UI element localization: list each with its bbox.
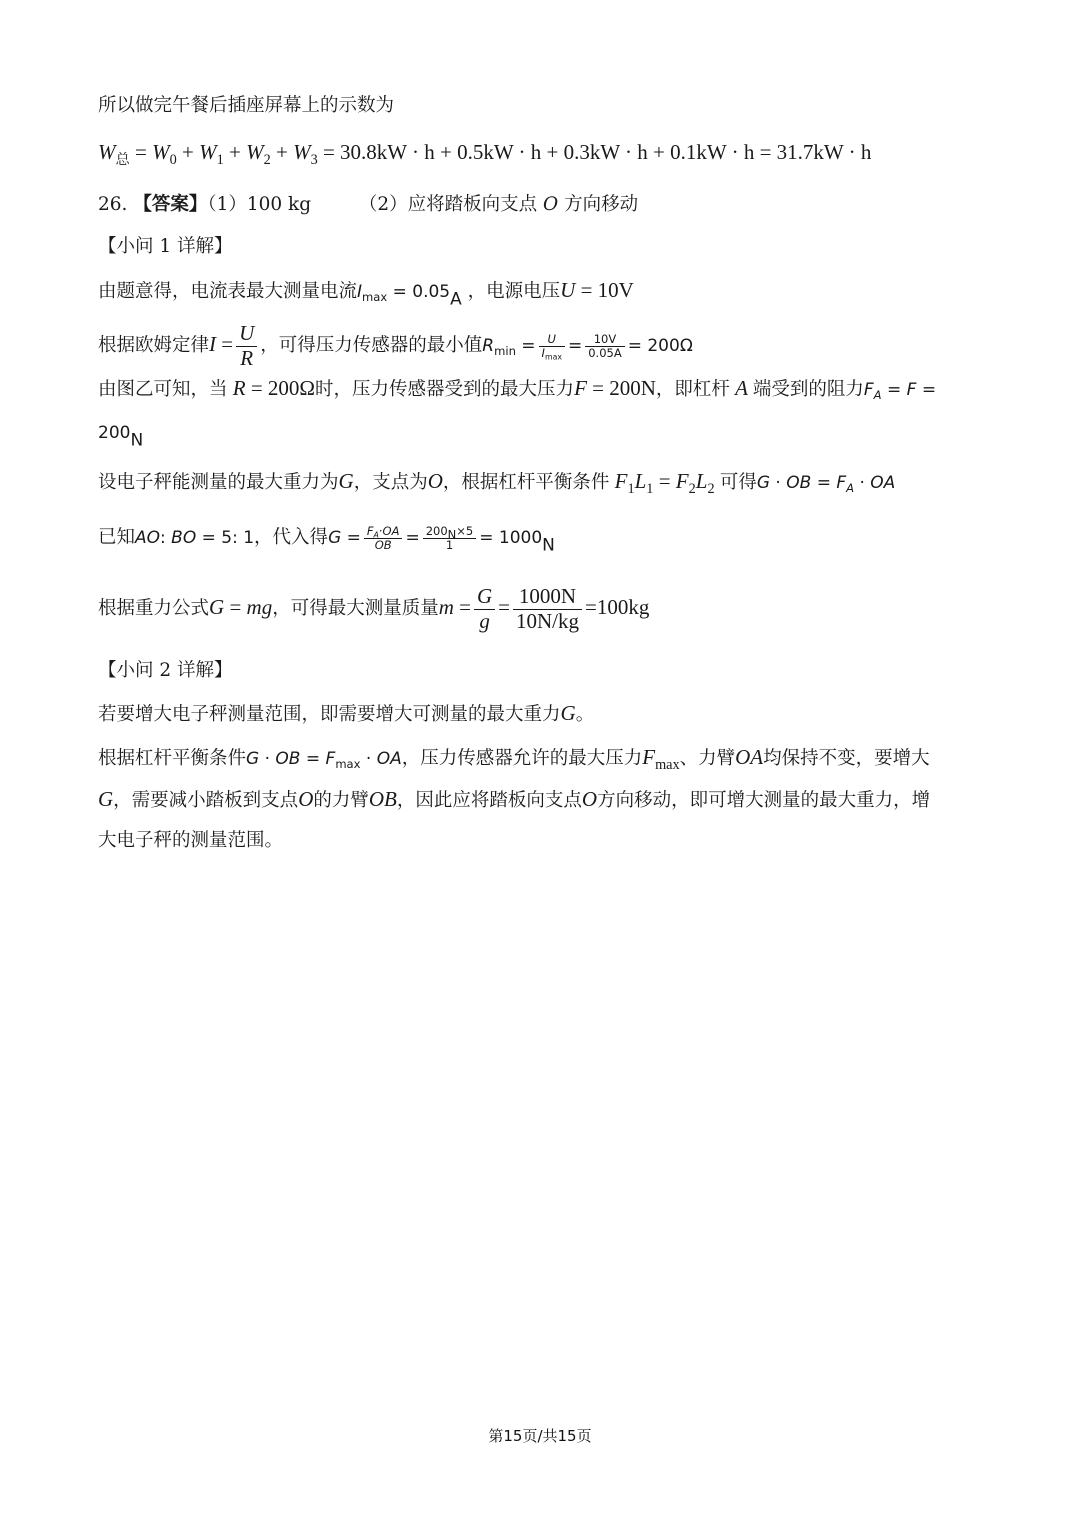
text-line [98,420,144,451]
text: 已知 [98,527,136,548]
text-line [98,700,594,728]
text: ，根据杠杆平衡条件 [442,472,610,493]
answer-part2-tail: 方向移动 [564,194,639,215]
text: 可得 [719,472,757,493]
fraction: $\frac{F_A\cdot OA}{OB}$ [364,525,403,551]
answer-part2: （2）应将踏板向支点 [358,194,538,215]
text: 由图乙可知，当 [98,379,228,400]
equation-w-total: $W_总 = W_0 + W_1 + W_2 + W_3 = 30.8kW \cdot h + 0.5kW \cdot h + 0.3kW \cdot h + 0.1kW \cdot h = 31.7kW \cdot h$ [98,140,872,168]
value: 200 [98,423,131,443]
fraction: $\frac{U}{R}$ [236,322,257,369]
text-line: G，需要减小踏板到支点O的力臂OB，因此应将踏板向支点O方向移动，即可增大测量的最大重力，增 [98,787,931,811]
text-line: 设电子秤能测量的最大重力为G，支点为O，根据杠杆平衡条件 $F_1L_1 = F_2L_2$ 可得G · OB = $F_A$ · OA [98,469,896,497]
text: ，支点为 [353,472,428,493]
text: 时，压力传感器受到的最大压力 [315,379,575,400]
page-footer: 第15页/共15页 [488,1427,592,1445]
text-line [98,93,394,119]
text-line: 由题意得，电流表最大测量电流$I_{max} = 0.05_A$ ，电源电压U = 10V [98,278,634,310]
fraction: $\frac{G}{g}$ [474,585,495,632]
text: 根据重力公式 [98,598,210,619]
text-line [98,828,283,854]
text: 。 [575,704,595,725]
text-line: 根据重力公式G = mg，可得最大测量质量m = $\frac{G}{g}$ = $\frac{1000N}{10N/kg}$ =100kg [98,584,650,633]
text: 大电子秤的测量范围。 [98,830,284,851]
fraction: $\frac{200_N\times 5}{1}$ [423,525,477,551]
text: 、力臂 [679,748,736,769]
text: ，可得最大测量质量 [272,598,439,619]
section-header-text: 【小问 2 详解】 [98,660,233,681]
text: ，因此应将踏板向支点 [396,790,582,811]
section-header [98,234,233,260]
fraction: $\frac{U}{I_{max}}$ [539,333,565,359]
unit: N [130,430,144,451]
text: 根据杠杆平衡条件 [98,748,247,769]
text: ，压力传感器允许的最大压力 [401,748,643,769]
text: 由题意得，电流表最大测量电流 [98,281,358,302]
text: 设电子秤能测量的最大重力为 [98,472,339,493]
text: 均保持不变，要增大 [763,748,930,769]
text-line: 已知AO: BO = 5: 1，代入得G = $\frac{F_A\cdot OA}{OB}$ = $\frac{200_N\times 5}{1}$ = $1000_N$ [98,523,555,556]
text: 方向移动，即可增大测量的最大重力，增 [597,790,931,811]
text: 根据欧姆定律 [98,335,210,356]
text: ，代入得 [254,527,329,548]
answer-line [98,192,638,218]
text: ，可得压力传感器的最小值 [260,335,483,356]
text-line: 根据杠杆平衡条件G · OB = $F_{max}$ · OA，压力传感器允许的最大压力$F_{max}$、力臂OA均保持不变，要增大 [98,745,930,773]
section-header [98,658,233,684]
text-line: 由图乙可知，当 R = 200Ω时，压力传感器受到的最大压力F = 200N，即杠杆 A 端受到的阻力$F_A = F$ = [98,376,937,403]
text: 端受到的阻力 [752,379,864,400]
point-o: O [543,194,559,215]
text: ，需要减小踏板到支点 [113,790,299,811]
fraction: $\frac{10V}{0.05A}$ [585,333,624,359]
answer-tag: 【答案】 [133,194,208,215]
text: 的力臂 [313,790,369,811]
symbol: G [560,701,576,725]
text: 若要增大电子秤测量范围，即需要增大可测量的最大重力 [98,704,561,725]
answer-part1: （1）100 kg [207,194,312,215]
section-header-text: 【小问 1 详解】 [98,236,233,257]
question-number: 26. [98,194,128,215]
text: ，即杠杆 [655,379,730,400]
fraction: $\frac{1000N}{10N/kg}$ [513,585,582,632]
text: 所以做完午餐后插座屏幕上的示数为 [98,95,395,116]
text: ，电源电压 [467,281,561,302]
text-line: 根据欧姆定律I = $\frac{U}{R}$ ，可得压力传感器的最小值$R_{min}$ = $\frac{U}{I_{max}}$ = $\frac{10V}{0.05A}$ = 200Ω [98,321,693,370]
